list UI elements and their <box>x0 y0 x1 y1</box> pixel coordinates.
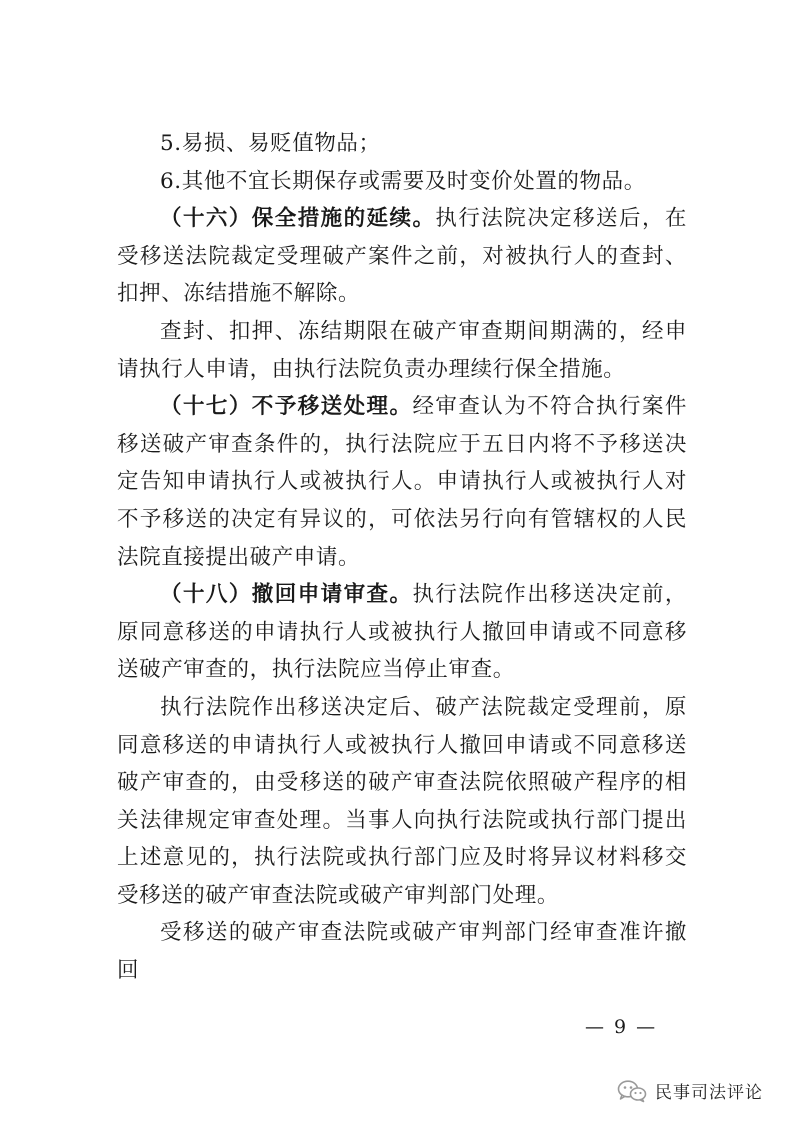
section-17-heading: （十七）不予移送处理。 <box>160 394 413 420</box>
paragraph-5-text: 经审查认为不符合执行案件移送破产审查条件的，执行法院应于五日内将不予移送决定告知申请执行人或被执行人。申请执行人或被执行人对不予移送的决定有异议的，可依法另行向有管辖权的人民法院直接提出破产申请。 <box>117 394 687 570</box>
paragraph-8 <box>117 914 687 989</box>
paragraph-3-text: 执行法院决定移送后，在受移送法院裁定受理破产案件之前，对被执行人的查封、扣押、冻结措施不解除。 <box>117 206 688 307</box>
paragraph-4-text: 查封、扣押、冻结期限在破产审查期间期满的，经申请执行人申请，由执行法院负责办理续行保全措施。 <box>117 318 687 382</box>
brand-name: 民事司法评论 <box>655 1083 763 1103</box>
page-number: — 9 — <box>585 1016 658 1038</box>
paragraph-2 <box>117 163 687 201</box>
paragraph-3 <box>117 200 687 313</box>
paragraph-7-text: 执行法院作出移送决定后、破产法院裁定受理前，原同意移送的申请执行人或被执行人撤回申请或不同意移送破产审查的，由受移送的破产审查法院依照破产程序的相关法律规定审查处理。当事人向执行法院或执行部门提出上述意见的，执行法院或执行部门应及时将异议材料移交受移送的破产审查法院或破产审判部门处理。 <box>117 694 687 908</box>
paragraph-1 <box>117 125 687 163</box>
wechat-icon <box>617 1079 647 1103</box>
section-16-heading: （十六）保全措施的延续。 <box>160 206 436 232</box>
paragraph-6-text: 执行法院作出移送决定前，原同意移送的申请执行人或被执行人撤回申请或不同意移送破产审查的，执行法院应当停止审查。 <box>117 582 687 683</box>
paragraph-2-text: 6.其他不宜长期保存或需要及时变价处置的物品。 <box>160 168 646 194</box>
paragraph-4 <box>117 313 687 388</box>
document-body <box>117 125 687 990</box>
paragraph-8-text: 受移送的破产审查法院或破产审判部门经审查准许撤回 <box>117 920 687 984</box>
section-18-heading: （十八）撤回申请审查。 <box>160 582 413 608</box>
paragraph-7 <box>117 689 687 915</box>
paragraph-1-text: 5.易损、易贬值物品； <box>160 131 381 156</box>
paragraph-6 <box>117 576 687 689</box>
footer-brand[interactable] <box>617 1078 763 1103</box>
paragraph-5 <box>117 388 687 576</box>
